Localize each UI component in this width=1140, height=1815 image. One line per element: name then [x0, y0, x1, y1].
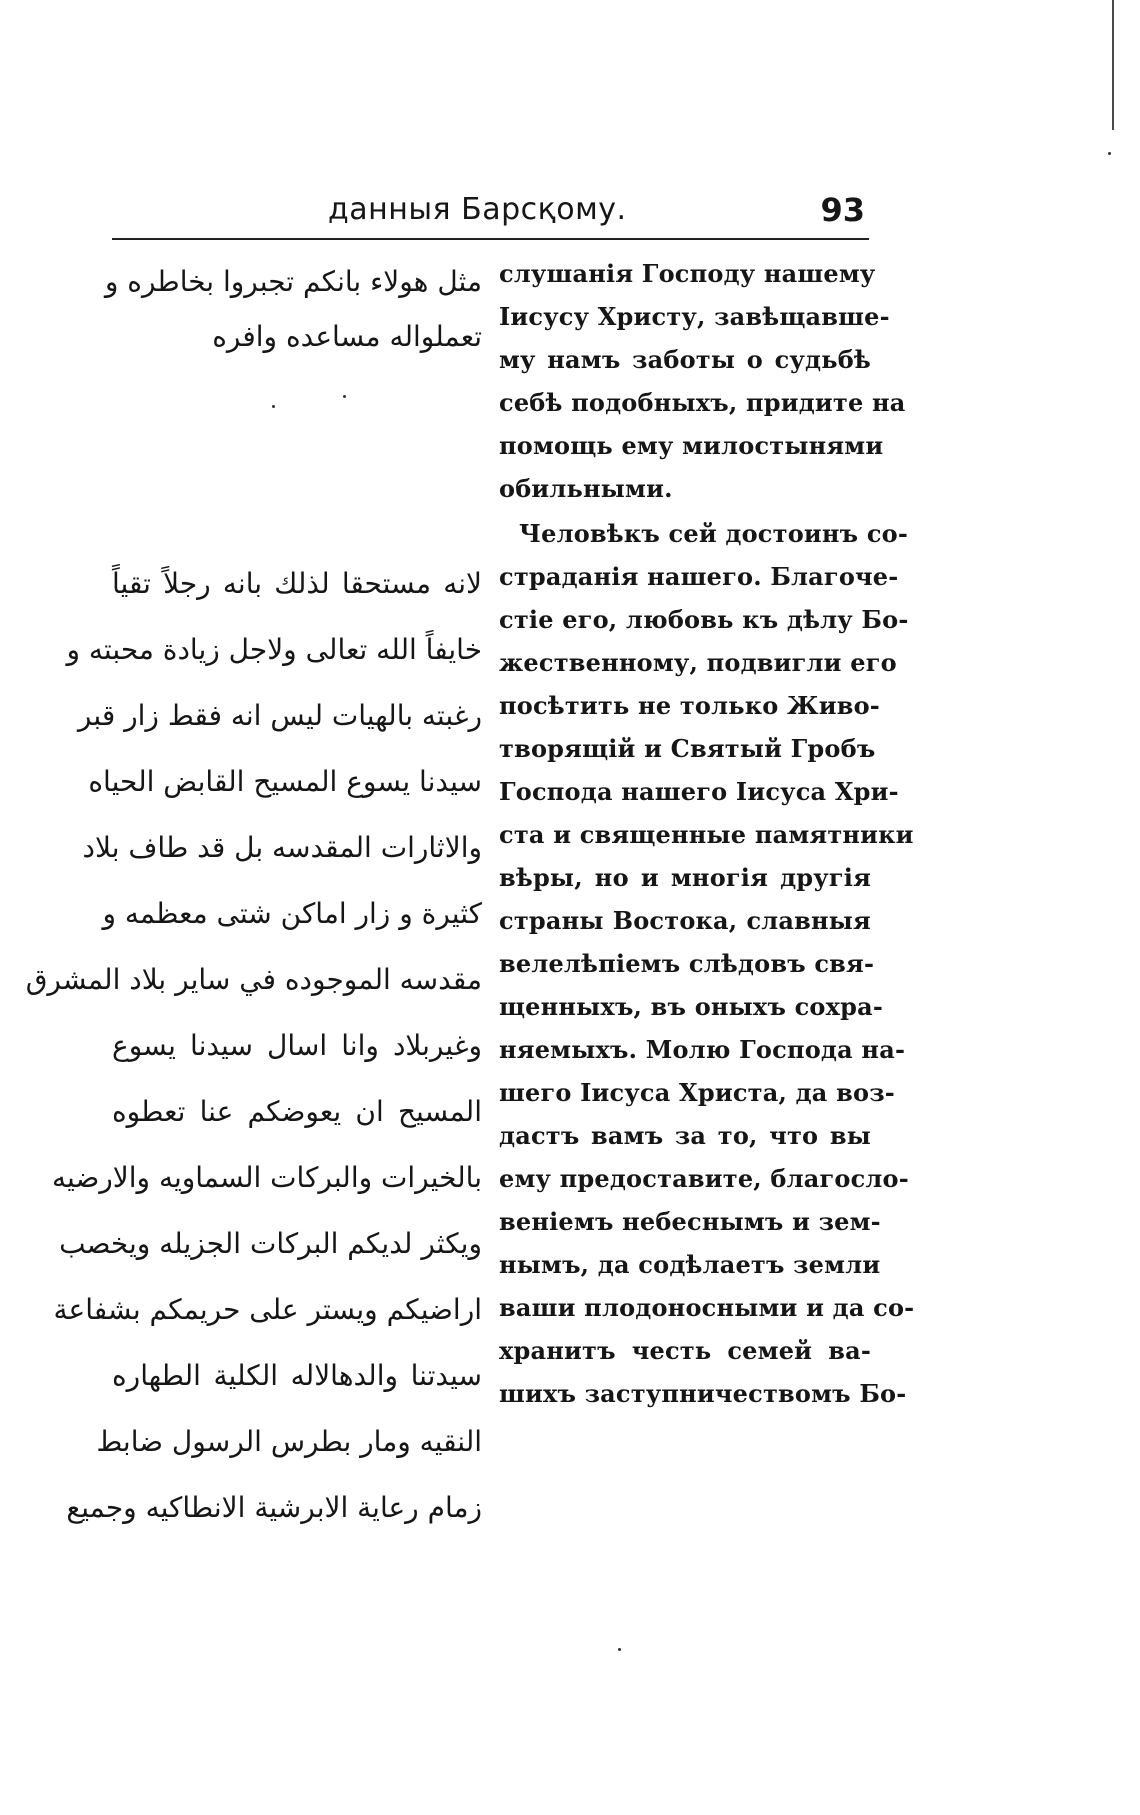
- scan-edge-line: [1112, 0, 1114, 130]
- russian-line: посѣтить не только Живо-: [499, 691, 880, 720]
- russian-line: щенныхъ, въ оныхъ сохра-: [499, 992, 884, 1021]
- russian-line: нымъ, да содѣлаетъ земли: [499, 1250, 881, 1279]
- russian-line: страны Востока, славныя: [499, 906, 871, 935]
- russian-line: ста и священные памятники: [499, 820, 914, 849]
- russian-line: себѣ подобныхъ, придите на: [499, 388, 906, 417]
- arabic-line: تعملواله مساعده وافره: [212, 320, 482, 353]
- russian-line: стіе его, любовь къ дѣлу Бо-: [499, 605, 909, 634]
- arabic-line: مثل هولاء بانكم تجبروا بخاطره و: [104, 265, 482, 298]
- russian-line: му намъ заботы о судьбѣ: [499, 345, 871, 374]
- arabic-line: بالخيرات والبركات السماويه والارضيه: [52, 1161, 482, 1194]
- arabic-line: زمام رعاية الابرشية الانطاكيه وجميع: [66, 1491, 482, 1524]
- page-header: [112, 190, 869, 240]
- russian-line: шихъ заступничествомъ Бо-: [499, 1379, 907, 1408]
- russian-line: ему предоставите, благосло-: [499, 1164, 909, 1193]
- russian-line: Іисусу Христу, завѣщавше-: [499, 302, 890, 331]
- arabic-line: والاثارات المقدسه بل قد طاف بلاد: [82, 831, 482, 864]
- arabic-line: مقدسه الموجوده في ساير بلاد المشرق: [25, 963, 482, 996]
- russian-line: хранитъ честь семей ва-: [499, 1336, 871, 1365]
- running-title: данныя Барсқому.: [328, 192, 627, 227]
- arabic-line: رغبته بالهيات ليس انه فقط زار قبر: [77, 699, 482, 732]
- scan-speck: [1108, 152, 1111, 155]
- russian-line: Господа нашего Іисуса Хри-: [499, 777, 899, 806]
- arabic-line: سيدتنا والدهالاله الكلية الطهاره: [112, 1359, 482, 1392]
- arabic-line: وغيربلاد وانا اسال سيدنا يسوع: [112, 1029, 482, 1062]
- russian-line: ваши плодоносными и да со-: [499, 1293, 915, 1322]
- arabic-column: [25, 252, 482, 1792]
- russian-line: дастъ вамъ за то, что вы: [499, 1121, 871, 1150]
- arabic-line: خايفاً الله تعالى ولاجل زيادة محبته و: [66, 633, 482, 666]
- arabic-line: لانه مستحقا لذلك بانه رجلاً تقياً: [112, 567, 482, 600]
- russian-line: помощь ему милостынями: [499, 431, 884, 460]
- arabic-line: اراضيكم ويستر على حريمكم بشفاعة: [53, 1293, 482, 1326]
- russian-line: жественному, подвигли его: [499, 648, 897, 677]
- russian-line: шего Іисуса Христа, да воз-: [499, 1078, 895, 1107]
- russian-line: обильными.: [499, 474, 673, 503]
- russian-column: [499, 252, 915, 1792]
- arabic-line: المسيح ان يعوضكم عنا تعطوه: [112, 1095, 482, 1128]
- page-number: 93: [820, 191, 865, 229]
- russian-line: велелѣпіемъ слѣдовъ свя-: [499, 949, 875, 978]
- russian-line: Человѣкъ сей достоинъ со-: [519, 519, 909, 548]
- arabic-line: سيدنا يسوع المسيح القابض الحياه: [88, 765, 482, 798]
- russian-line: страданія нашего. Благоче-: [499, 562, 899, 591]
- russian-line: няемыхъ. Молю Господа на-: [499, 1035, 906, 1064]
- russian-line: вѣры, но и многія другія: [499, 863, 871, 892]
- arabic-line: النقيه ومار بطرس الرسول ضابط: [96, 1425, 482, 1458]
- russian-line: творящій и Святый Гробъ: [499, 734, 876, 763]
- arabic-line: ويكثر لديكم البركات الجزيله ويخصب: [59, 1227, 482, 1260]
- russian-line: веніемъ небеснымъ и зем-: [499, 1207, 881, 1236]
- arabic-line: كثيرة و زار اماكن شتى معظمه و: [102, 897, 482, 930]
- russian-line: слушанія Господу нашему: [499, 259, 876, 288]
